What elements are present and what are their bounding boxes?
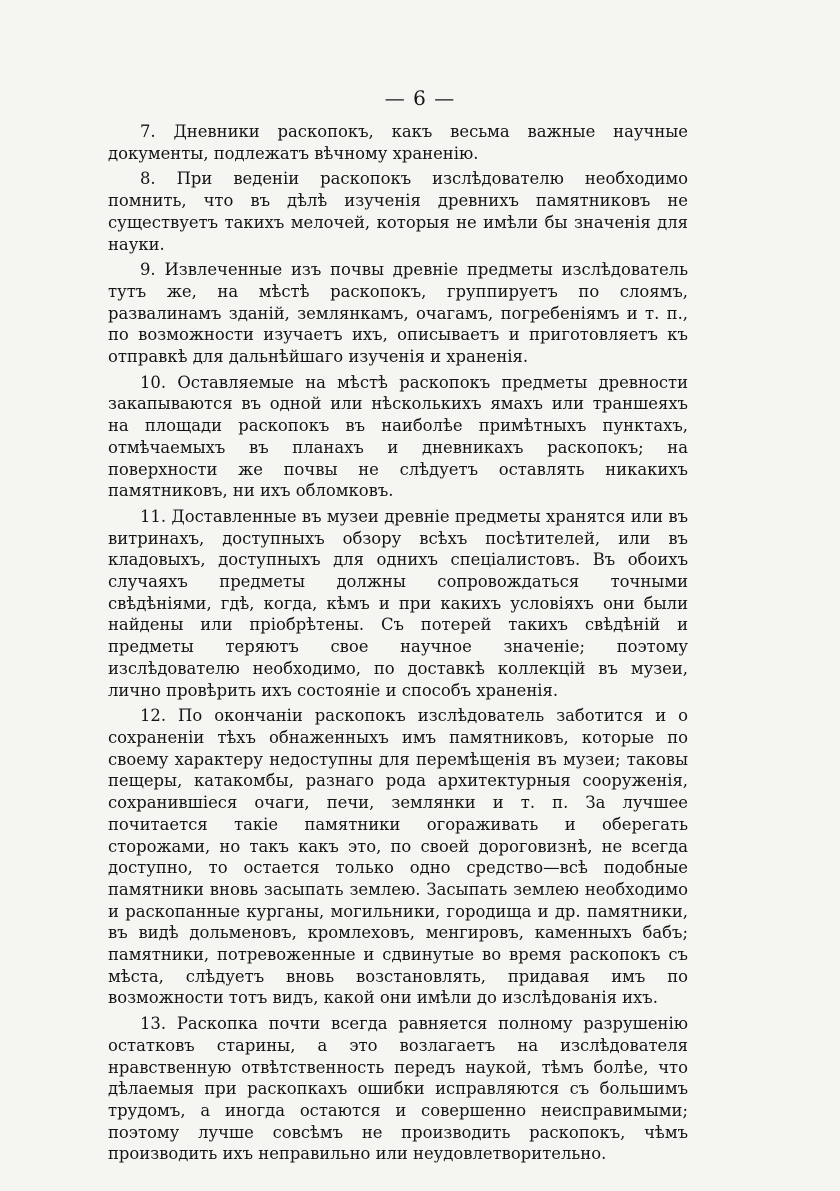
paragraph-10: 10. Оставляемые на мѣстѣ раскопокъ предметы древности закапываются въ одной или нѣсколькихъ ямахъ или траншеяхъ на площади раскопокъ въ наиболѣе примѣтныхъ пунктахъ, отмѣчаемыхъ въ планахъ и дневникахъ раскопокъ; на поверхности же почвы не слѣдуетъ оставлять никакихъ памятниковъ, ни ихъ обломковъ.	[108, 372, 688, 501]
paragraph-7: 7. Дневники раскопокъ, какъ весьма важные научные документы, подлежатъ вѣчному храненію.	[108, 122, 688, 163]
paragraph-9: 9. Извлеченные изъ почвы древніе предметы изслѣдователь тутъ же, на мѣстѣ раскопокъ, группируетъ по слоямъ, развалинамъ зданій, землянкамъ, очагамъ, погребеніямъ и т. п., по возможности изучаетъ ихъ, описываетъ и приготовляетъ къ отправкѣ для дальнѣйшаго изученія и храненія.	[108, 260, 688, 367]
paragraph-13: 13. Раскопка почти всегда равняется полному разрушенію остатковъ старины, а это возлагаетъ на изслѣдователя нравственную отвѣтственность передъ наукой, тѣмъ болѣе, что дѣлаемыя при раскопкахъ ошибки исправляются съ большимъ трудомъ, а иногда остаются и совершенно неисправимыми; поэтому лучше совсѣмъ не производить раскопокъ, чѣмъ производить ихъ неправильно или неудовлетворительно.	[108, 1014, 688, 1164]
paragraph-12: 12. По окончаніи раскопокъ изслѣдователь заботится и о сохраненіи тѣхъ обнаженныхъ имъ памятниковъ, которые по своему характеру недоступны для перемѣщенія въ музеи; таковы пещеры, катакомбы, разнаго рода архитектурныя сооруженія, сохранившіеся очаги, печи, землянки и т. п. За лучшее почитается такіе памятники огораживать и оберегать сторожами, но такъ какъ это, по своей дороговизнѣ, не всегда доступно, то остается только одно средство—всѣ подобные памятники вновь засыпать землею. Засыпать землею необходимо и раскопанные курганы, могильники, городища и др. памятники, въ видѣ дольменовъ, кромлеховъ, менгировъ, каменныхъ бабъ; памятники, потревоженные и сдвинутые во время раскопокъ съ мѣста, слѣдуетъ вновь возстановлять, придавая имъ по возможности тотъ видъ, какой они имѣли до изслѣдованія ихъ.	[108, 706, 688, 1008]
page-number: — 6 —	[384, 86, 456, 110]
body-text	[108, 121, 688, 1169]
paragraph-8: 8. При веденіи раскопокъ изслѣдователю необходимо помнить, что въ дѣлѣ изученія древнихъ памятниковъ не существуетъ такихъ мелочей, которыя не имѣли бы значенія для науки.	[108, 169, 688, 254]
paragraph-11: 11. Доставленные въ музеи древніе предметы хранятся или въ витринахъ, доступныхъ обзору всѣхъ посѣтителей, или въ кладовыхъ, доступныхъ для однихъ спеціалистовъ. Въ обоихъ случаяхъ предметы должны сопровождаться точными свѣдѣніями, гдѣ, когда, кѣмъ и при какихъ условіяхъ они были найдены или пріобрѣтены. Съ потерей такихъ свѣдѣній и предметы теряютъ свое научное значеніе; поэтому изслѣдователю необходимо, по доставкѣ коллекцій въ музеи, лично провѣрить ихъ состояніе и способъ храненія.	[108, 506, 688, 700]
